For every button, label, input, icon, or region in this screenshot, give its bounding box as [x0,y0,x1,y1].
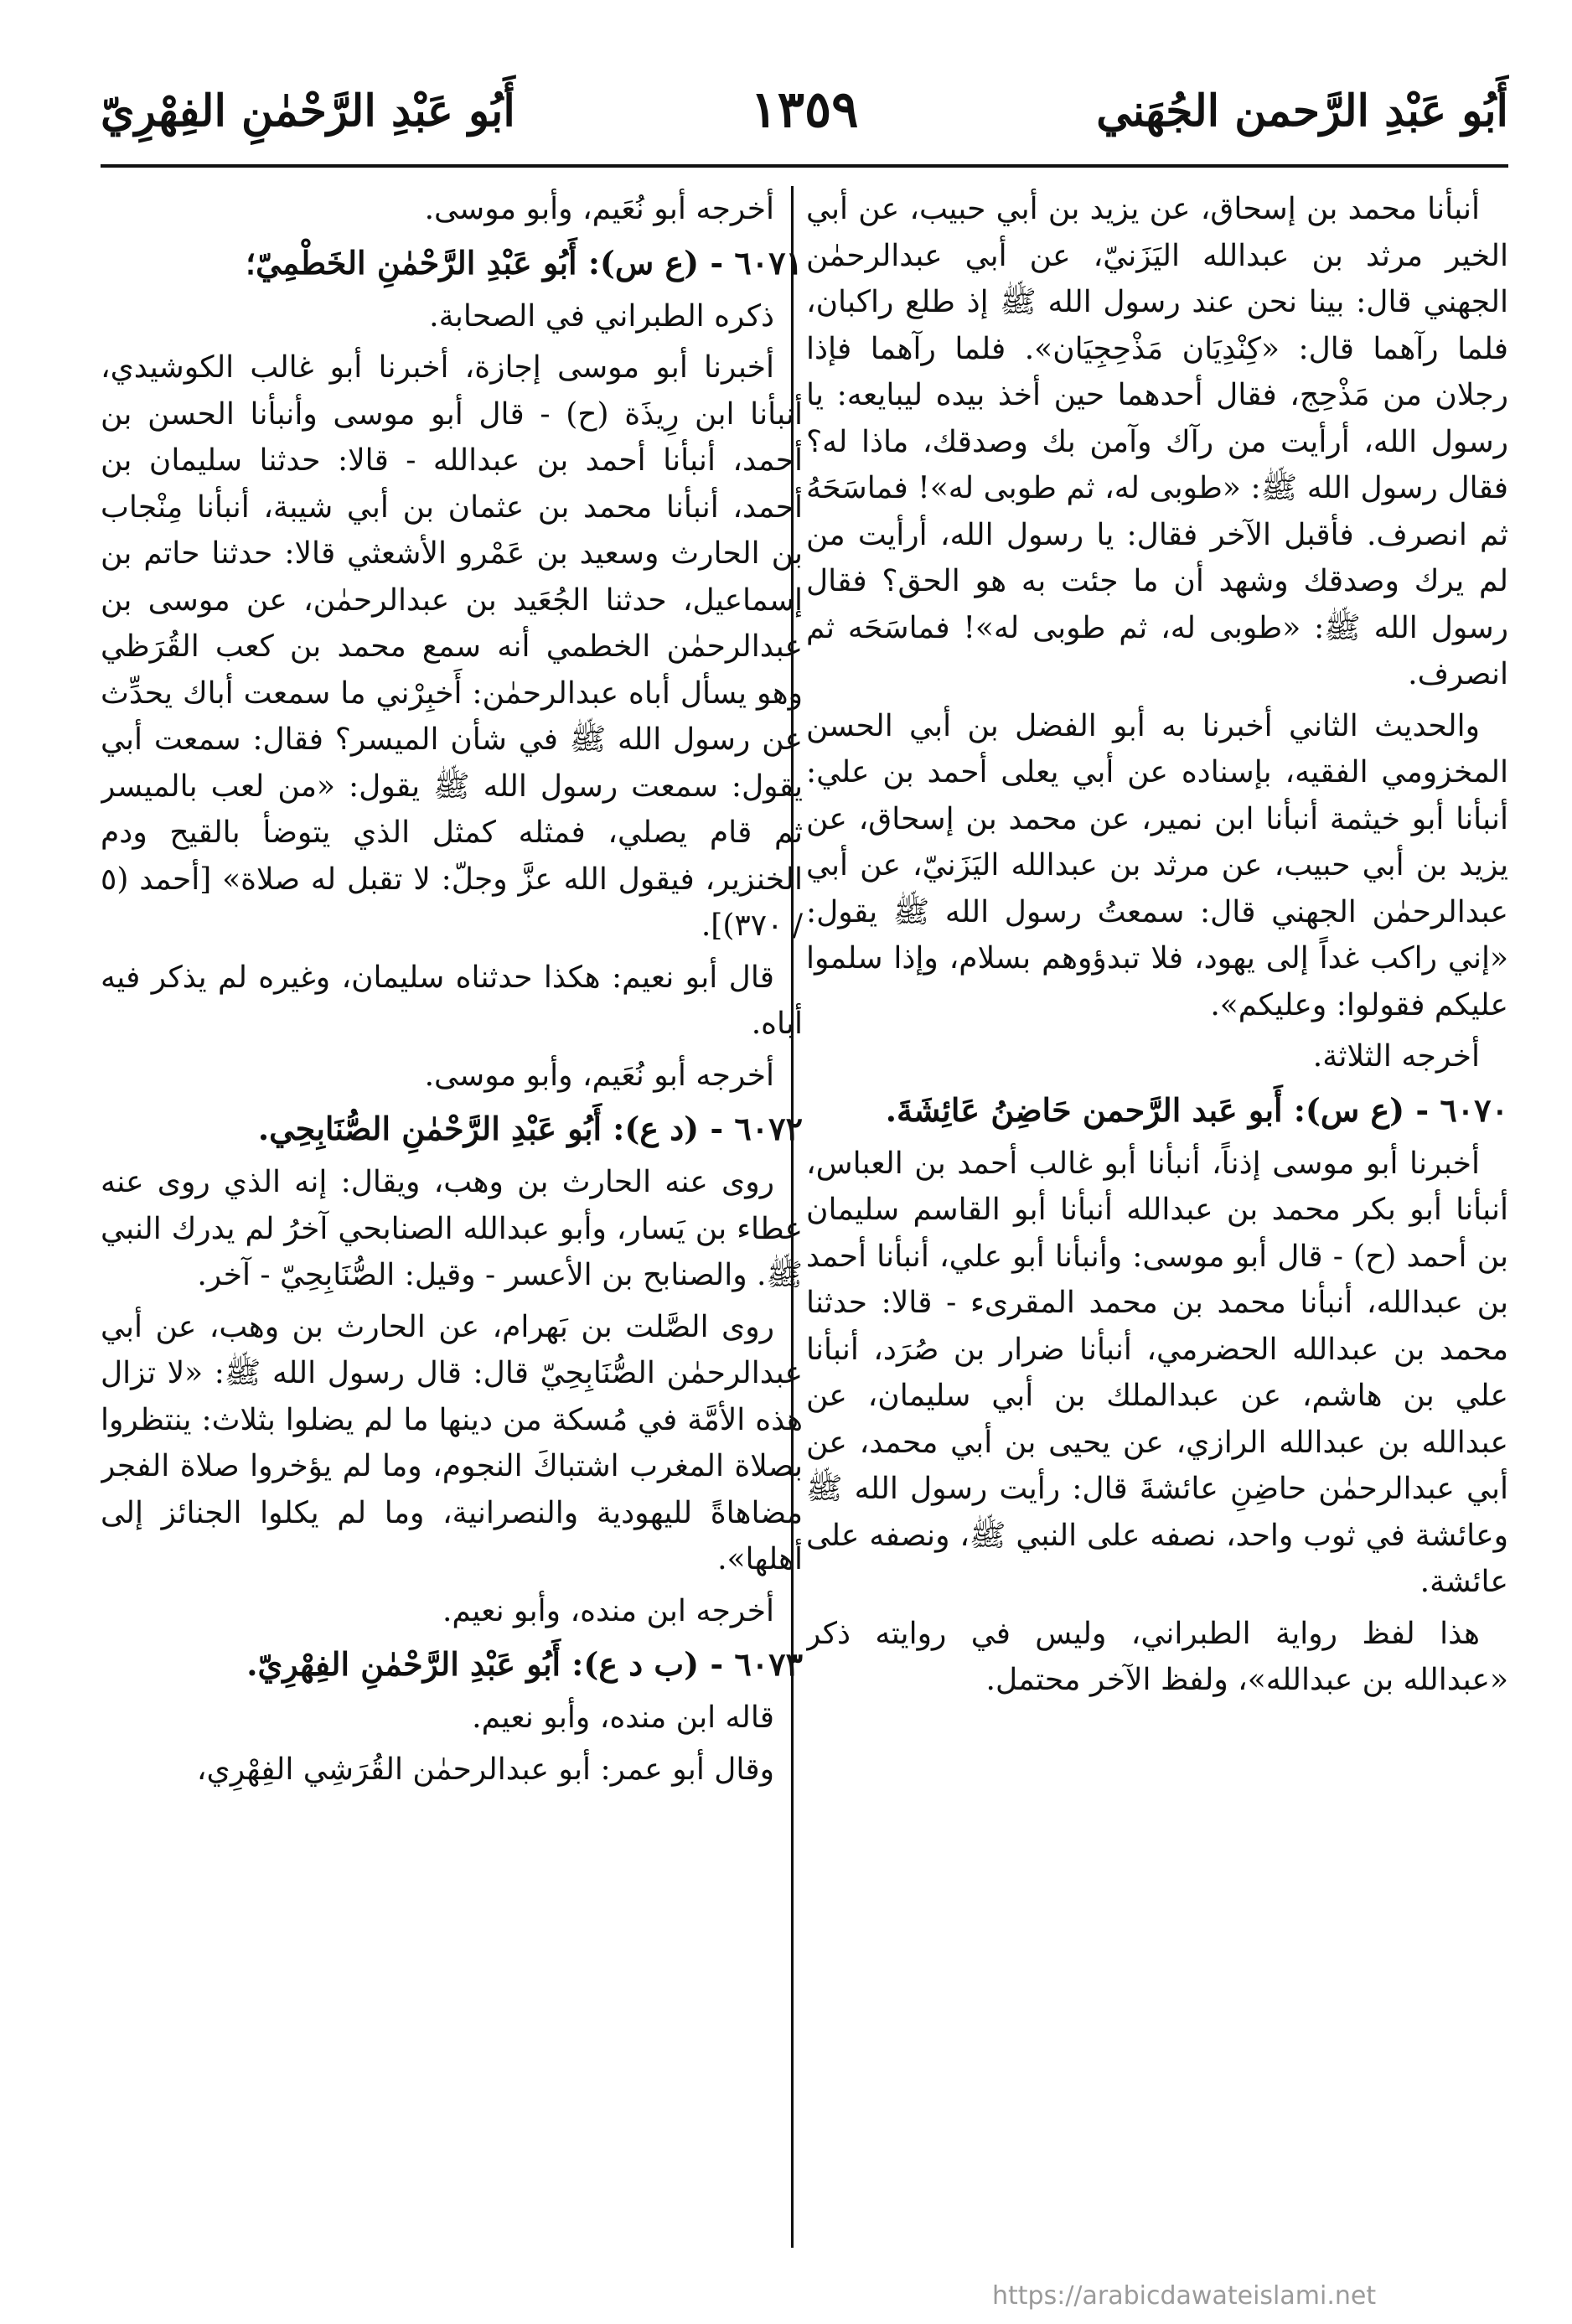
left-running-title: أَبُو عَبْدِ الرَّحْمٰنِ الفِهْرِيّ [101,85,515,137]
watermark-url: https://arabicdawateislami.net [992,2281,1377,2311]
paragraph: وقال أبو عمر: أبو عبدالرحمٰن القُرَشِي الفِهْرِي، [196,1752,774,1787]
entry-heading: ٦٠٧١ - (ع س): أَبُو عَبْدِ الرَّحْمٰنِ الخَطْمِيّ؛ [246,243,803,282]
paragraph: أنبأنا محمد بن إسحاق، عن يزيد بن أبي حبيب، عن أبي الخير مرثد بن عبدالله اليَزَنيّ، عن أبي عبدالرحمٰن الجهني قال: بينا نحن عند رسول الله ﷺ إذ طلع راكبان، فلما رآهما قال: «كِنْدِيَان مَذْحِجِيَان». فلما رآهما فإذا رجلان من مَذْحِج، فقال أحدهما حين أخذ بيده ليبايعه: يا رسول الله، أرأيت من رآك وآمن بك وصدقك، ماذا له؟ فقال رسول الله ﷺ: «طوبى له، ثم طوبى له»! فماسَحَهُ ثم انصرف. فأقبل الآخر فقال: يا رسول الله، أرأيت من لم يرك وصدقك وشهد أن ما جئت به هو الحق؟ فقال رسول الله ﷺ: «طوبى له، ثم طوبى له»! فماسَحَه ثم انصرف. [806,192,1508,691]
page-number: ١٣٥٩ [750,80,859,139]
header-rule [101,164,1508,168]
entry-heading: ٦٠٧٠ - (ع س): أَبو عَبد الرَّحمن حَاضِنُ عَائِشَةَ. [885,1090,1508,1129]
paragraph: روى عنه الحارث بن وهب، ويقال: إنه الذي روى عنه عطاء بن يَسار، وأبو عبدالله الصنابحي آخرُ لم يدرك النبي ﷺ. والصنابح بن الأعسر - وقيل: الصُّنَابِحِيّ - آخر. [101,1165,803,1292]
left-column [101,186,803,2223]
paragraph: هذا لفظ رواية الطبراني، وليس في روايته ذكر «عبدالله بن عبدالله»، ولفظ الآخر محتمل. [806,1616,1508,1697]
paragraph: والحديث الثاني أخبرنا به أبو الفضل بن أبي الحسن المخزومي الفقيه، بإسناده عن أبي يعلى أحمد بن علي: أنبأنا أبو خيثمة أنبأنا ابن نمير، عن محمد بن إسحاق، عن يزيد بن أبي حبيب، عن مرثد بن عبدالله اليَزَنيّ، عن أبي عبدالرحمٰن الجهني قال: سمعتُ رسول الله ﷺ يقول: «إني راكب غداً إلى يهود، فلا تبدؤوهم بسلام، وإذا سلموا عليكم فقولوا: وعليكم». [806,708,1508,1022]
paragraph: أخرجه الثلاثة. [1312,1039,1480,1074]
right-running-title: أَبُو عَبْدِ الرَّحمن الجُهَني [1096,85,1508,137]
paragraph: أخبرنا أبو موسى إجازة، أخبرنا أبو غالب الكوشيدي، أنبأنا ابن رِيذَة (ح) - قال أبو موسى وأنبأنا الحسن بن أحمد، أنبأنا أحمد بن عبدالله - قالا: حدثنا سليمان بن أحمد، أنبأنا محمد بن عثمان بن أبي شيبة، أنبأنا مِنْجاب بن الحارث وسعيد بن عَمْرو الأشعثي قالا: حدثنا حاتم بن إسماعيل، حدثنا الجُعَيد بن عبدالرحمٰن، عن موسى بن عبدالرحمٰن الخطمي أنه سمع محمد بن كعب القُرَظي وهو يسأل أباه عبدالرحمٰن: أَخبِرْني ما سمعت أباك يحدِّث عن رسول الله ﷺ في شأن الميسر؟ فقال: سمعت أبي يقول: سمعت رسول الله ﷺ يقول: «من لعب بالميسر ثم قام يصلي، فمثله كمثل الذي يتوضأ بالقيح ودم الخنزير، فيقول الله عزَّ وجلّ: لا تقبل له صلاة» [أحمد (٥ / ٣٧٠)]. [101,350,803,943]
paragraph: قال أبو نعيم: هكذا حدثناه سليمان، وغيره لم يذكر فيه أباه. [101,960,803,1041]
paragraph: أخرجه ابن منده، وأبو نعيم. [442,1593,774,1628]
entry-heading: ٦٠٧٣ - (ب د ع): أَبُو عَبْدِ الرَّحْمٰنِ الفِهْرِيّ. [246,1645,803,1683]
paragraph: قاله ابن منده، وأبو نعيم. [472,1700,774,1735]
paragraph: أخرجه أبو نُعَيم، وأبو موسى. [424,1058,774,1093]
entry-heading: ٦٠٧٢ - (د ع): أَبُو عَبْدِ الرَّحْمٰنِ الصُّنَابِحِي. [257,1110,803,1147]
running-header [101,74,1508,154]
paragraph: أخرجه أبو نُعَيم، وأبو موسى. [424,192,774,226]
paragraph: ذكره الطبراني في الصحابة. [429,298,774,334]
paragraph: أخبرنا أبو موسى إذناً، أنبأنا أبو غالب أحمد بن العباس، أنبأنا أبو بكر محمد بن عبدالله أنبأنا أبو القاسم سليمان بن أحمد (ح) - قال أبو موسى: وأنبأنا أبو علي، أنبأنا أحمد بن عبدالله، أنبأنا محمد بن محمد المقرىء - قالا: حدثنا محمد بن عبدالله الحضرمي، أنبأنا ضرار بن صُرَد، أنبأنا علي بن هاشم، عن عبدالملك بن أبي سليمان، عن عبدالله بن عبدالله الرازي، عن يحيى بن أبي محمد، عن أبي عبدالرحمٰن حاضِنِ عائشةَ قال: رأيت رسول الله ﷺ وعائشة في ثوب واحد، نصفه على النبي ﷺ، ونصفه على عائشة. [806,1146,1508,1599]
paragraph: روى الصَّلت بن بَهرام، عن الحارث بن وهب، عن أبي عبدالرحمٰن الصُّنَابِحِيّ قال: قال رسول الله ﷺ: «لا تزال هذه الأمَّة في مُسكة من دينها ما لم يضلوا بثلاث: ينتظروا بصلاة المغرب اشتباكَ النجوم، وما لم يؤخروا صلاة الفجر مضاهاةً لليهودية والنصرانية، وما لم يكلوا الجنائز إلى أهلها». [101,1309,803,1576]
right-column [806,186,1508,2223]
